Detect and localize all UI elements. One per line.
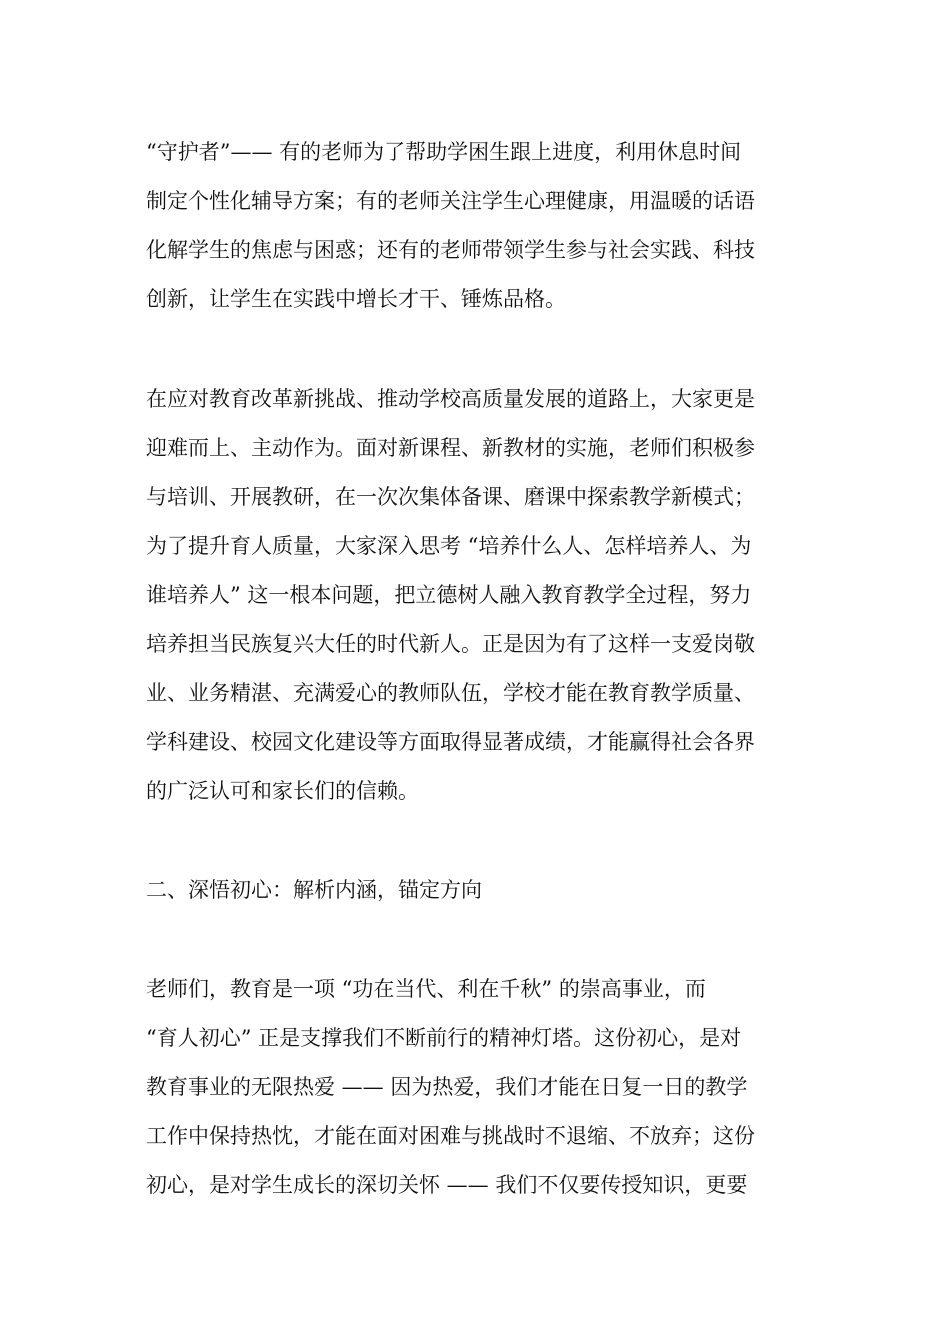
paragraph-3-line-1: 老师们，教育是一项 “功在当代、利在千秋” 的崇高事业，而 (146, 977, 706, 1001)
paragraph-3-line-4: 工作中保持热忱，才能在面对困难与挑战时不退缩、不放弃；这份 (146, 1124, 755, 1148)
paragraph-2-line-5: 谁培养人” 这一根本问题，把立德树人融入教育教学全过程，努力 (146, 583, 752, 607)
paragraph-2-line-4: 为了提升育人质量，大家深入思考 “培养什么人、怎样培养人、为 (146, 534, 752, 558)
paragraph-2-line-7: 业、业务精湛、充满爱心的教师队伍，学校才能在教育教学质量、 (146, 681, 755, 705)
paragraph-2-line-3: 与培训、开展教研，在一次次集体备课、磨课中探索教学新模式； (146, 485, 755, 509)
paragraph-2-line-9: 的广泛认可和家长们的信赖。 (146, 779, 419, 803)
paragraph-1-line-4: 创新，让学生在实践中增长才干、锤炼品格。 (146, 287, 566, 311)
paragraph-3-line-3: 教育事业的无限热爱 —— 因为热爱，我们才能在日复一日的教学 (146, 1075, 748, 1099)
section-heading: 二、深悟初心：解析内涵，锚定方向 (146, 878, 482, 902)
paragraph-2-line-2: 迎难而上、主动作为。面对新课程、新教材的实施，老师们积极参 (146, 436, 755, 460)
paragraph-2-line-1: 在应对教育改革新挑战、推动学校高质量发展的道路上，大家更是 (146, 387, 755, 411)
paragraph-2-line-8: 学科建设、校园文化建设等方面取得显著成绩，才能赢得社会各界 (146, 730, 755, 754)
paragraph-3-line-5: 初心，是对学生成长的深切关怀 —— 我们不仅要传授知识，更要 (146, 1173, 748, 1197)
paragraph-3-line-2: “育人初心” 正是支撑我们不断前行的精神灯塔。这份初心，是对 (146, 1026, 742, 1050)
paragraph-1-line-1: “守护者”—— 有的老师为了帮助学困生跟上进度，利用休息时间 (146, 140, 742, 164)
paragraph-1-line-3: 化解学生的焦虑与困惑；还有的老师带领学生参与社会实践、科技 (146, 238, 755, 262)
paragraph-2-line-6: 培养担当民族复兴大任的时代新人。正是因为有了这样一支爱岗敬 (146, 632, 755, 656)
paragraph-1-line-2: 制定个性化辅导方案；有的老师关注学生心理健康，用温暖的话语 (146, 189, 755, 213)
